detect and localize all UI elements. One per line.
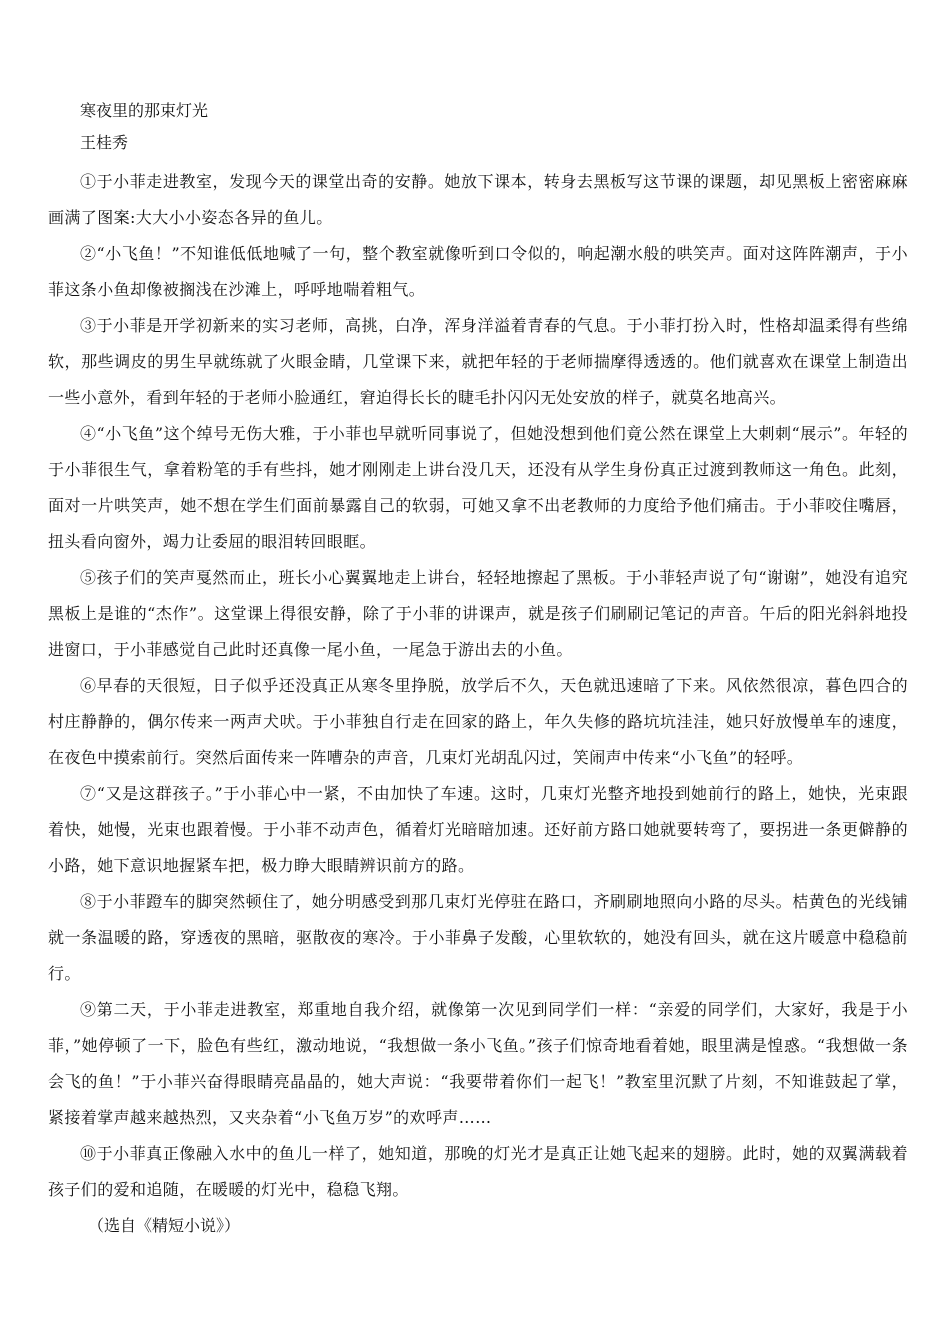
article-title: 寒夜里的那束灯光 <box>80 101 209 120</box>
paragraph-7: ⑦“又是这群孩子。”于小菲心中一紧，不由加快了车速。这时，几束灯光整齐地投到她前行的路上，她快，光束跟着快，她慢，光束也跟着慢。于小菲不动声色，循着灯光暗暗加速。还好前方路口她就要转弯了，要拐进一条更僻静的小路，她下意识地握紧车把，极力睁大眼睛辨识前方的路。 <box>48 784 908 875</box>
paragraph-9: ⑨第二天，于小菲走进教室，郑重地自我介绍，就像第一次见到同学们一样：“亲爱的同学们，大家好，我是于小菲，”她停顿了一下，脸色有些红，激动地说，“我想做一条小飞鱼。”孩子们惊奇地看着她，眼里满是惶惑。“我想做一条会飞的鱼！”于小菲兴奋得眼睛亮晶晶的，她大声说：“我要带着你们一起飞！”教室里沉默了片刻，不知谁鼓起了掌，紧接着掌声越来越热烈，又夹杂着“小飞鱼万岁”的欢呼声…… <box>48 1000 908 1127</box>
article-author: 王桂秀 <box>80 133 129 152</box>
paragraph-3: ③于小菲是开学初新来的实习老师，高挑，白净，浑身洋溢着青春的气息。于小菲打扮入时，性格却温柔得有些绵软，那些调皮的男生早就练就了火眼金睛，几堂课下来，就把年轻的于老师揣摩得透透的。他们就喜欢在课堂上制造出一些小意外，看到年轻的于老师小脸通红，窘迫得长长的睫毛扑闪闪无处安放的样子，就莫名地高兴。 <box>48 316 908 407</box>
paragraph-6: ⑥早春的天很短，日子似乎还没真正从寒冬里挣脱，放学后不久，天色就迅速暗了下来。风依然很凉，暮色四合的村庄静静的，偶尔传来一两声犬吠。于小菲独自行走在回家的路上，年久失修的路坑坑洼洼，她只好放慢单车的速度，在夜色中摸索前行。突然后面传来一阵嘈杂的声音，几束灯光胡乱闪过，笑闹声中传来“小飞鱼”的轻呼。 <box>48 676 908 767</box>
article-source: （选自《精短小说》） <box>88 1216 241 1235</box>
paragraph-4: ④“小飞鱼”这个绰号无伤大雅，于小菲也早就听同事说了，但她没想到他们竟公然在课堂上大刺刺“展示”。年轻的于小菲很生气，拿着粉笔的手有些抖，她才刚刚走上讲台没几天，还没有从学生身份真正过渡到教师这一角色。此刻，面对一片哄笑声，她不想在学生们面前暴露自己的软弱，可她又拿不出老教师的力度给予他们痛击。于小菲咬住嘴唇，扭头看向窗外，竭力让委屈的眼泪转回眼眶。 <box>48 424 908 551</box>
paragraph-5: ⑤孩子们的笑声戛然而止，班长小心翼翼地走上讲台，轻轻地擦起了黑板。于小菲轻声说了句“谢谢”，她没有追究黑板上是谁的“杰作”。这堂课上得很安静，除了于小菲的讲课声，就是孩子们刷刷记笔记的声音。午后的阳光斜斜地投进窗口，于小菲感觉自己此时还真像一尾小鱼，一尾急于游出去的小鱼。 <box>48 568 908 659</box>
paragraph-1: ①于小菲走进教室，发现今天的课堂出奇的安静。她放下课本，转身去黑板写这节课的课题，却见黑板上密密麻麻画满了图案:大大小小姿态各异的鱼儿。 <box>48 172 908 227</box>
paragraph-2: ②“小飞鱼！”不知谁低低地喊了一句，整个教室就像听到口令似的，响起潮水般的哄笑声。面对这阵阵潮声，于小菲这条小鱼却像被搁浅在沙滩上，呼呼地喘着粗气。 <box>48 244 908 299</box>
paragraph-8: ⑧于小菲蹬车的脚突然顿住了，她分明感受到那几束灯光停驻在路口，齐刷刷地照向小路的尽头。桔黄色的光线铺就一条温暖的路，穿透夜的黑暗，驱散夜的寒冷。于小菲鼻子发酸，心里软软的，她没有回头，就在这片暖意中稳稳前行。 <box>48 892 908 983</box>
article <box>48 96 908 1244</box>
paragraph-10: ⑩于小菲真正像融入水中的鱼儿一样了，她知道，那晚的灯光才是真正让她飞起来的翅膀。此时，她的双翼满载着孩子们的爱和追随，在暖暖的灯光中，稳稳飞翔。 <box>48 1144 908 1199</box>
